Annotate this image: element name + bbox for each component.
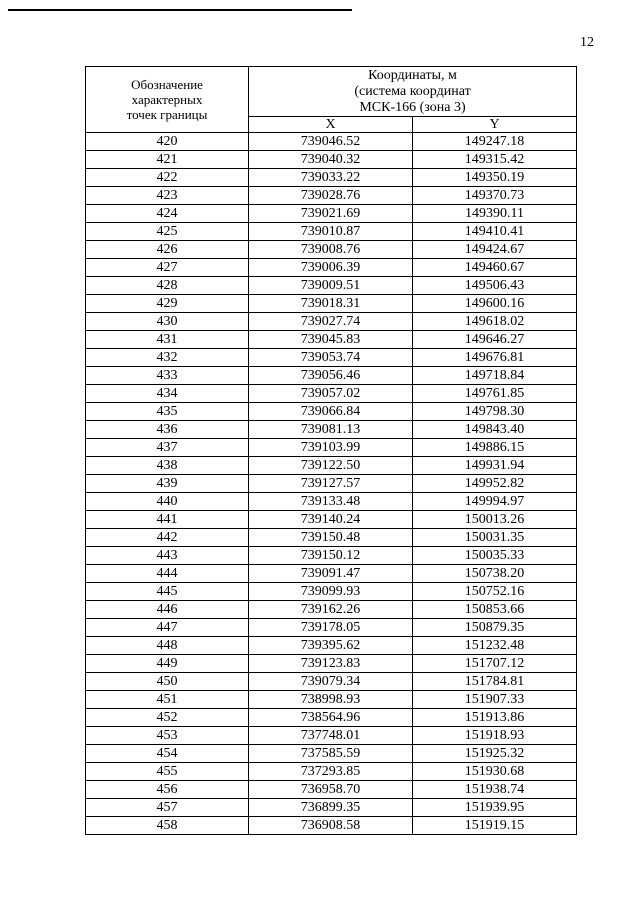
y-coordinate-cell: 149994.97 [413, 493, 577, 511]
point-id-cell: 422 [86, 169, 249, 187]
point-id-cell: 455 [86, 763, 249, 781]
point-id-cell: 440 [86, 493, 249, 511]
point-column-header: Обозначение характерных точек границы [86, 67, 249, 133]
x-coordinate-cell: 739123.83 [249, 655, 413, 673]
point-id-cell: 445 [86, 583, 249, 601]
x-coordinate-cell: 739033.22 [249, 169, 413, 187]
table-row [86, 205, 577, 223]
x-coordinate-cell: 736958.70 [249, 781, 413, 799]
y-coordinate-cell: 149718.84 [413, 367, 577, 385]
point-id-cell: 442 [86, 529, 249, 547]
point-id-cell: 439 [86, 475, 249, 493]
point-id-cell: 446 [86, 601, 249, 619]
x-coordinate-cell: 739046.52 [249, 133, 413, 151]
y-coordinate-cell: 149798.30 [413, 403, 577, 421]
x-coordinate-cell: 739127.57 [249, 475, 413, 493]
x-coordinate-cell: 739081.13 [249, 421, 413, 439]
table-row [86, 295, 577, 313]
table-row [86, 781, 577, 799]
y-coordinate-cell: 151918.93 [413, 727, 577, 745]
y-coordinate-cell: 149931.94 [413, 457, 577, 475]
y-coordinate-cell: 151707.12 [413, 655, 577, 673]
table-row [86, 511, 577, 529]
table-row [86, 727, 577, 745]
point-id-cell: 443 [86, 547, 249, 565]
x-coordinate-cell: 736899.35 [249, 799, 413, 817]
table-row [86, 277, 577, 295]
point-id-cell: 441 [86, 511, 249, 529]
table-row [86, 187, 577, 205]
point-id-cell: 456 [86, 781, 249, 799]
x-coordinate-cell: 739150.48 [249, 529, 413, 547]
point-id-cell: 450 [86, 673, 249, 691]
x-coordinate-cell: 739066.84 [249, 403, 413, 421]
x-coordinate-cell: 739099.93 [249, 583, 413, 601]
y-coordinate-cell: 149424.67 [413, 241, 577, 259]
x-coordinate-cell: 739056.46 [249, 367, 413, 385]
table-row [86, 241, 577, 259]
y-coordinate-cell: 149460.67 [413, 259, 577, 277]
table-row [86, 259, 577, 277]
y-coordinate-cell: 149370.73 [413, 187, 577, 205]
y-coordinate-cell: 150879.35 [413, 619, 577, 637]
y-coordinate-cell: 151919.15 [413, 817, 577, 835]
x-column-header: X [249, 117, 413, 133]
x-coordinate-cell: 739053.74 [249, 349, 413, 367]
point-id-cell: 434 [86, 385, 249, 403]
y-coordinate-cell: 149886.15 [413, 439, 577, 457]
table-row [86, 169, 577, 187]
x-coordinate-cell: 739162.26 [249, 601, 413, 619]
x-coordinate-cell: 739122.50 [249, 457, 413, 475]
table-row [86, 385, 577, 403]
point-id-cell: 458 [86, 817, 249, 835]
y-coordinate-cell: 149247.18 [413, 133, 577, 151]
table-row [86, 547, 577, 565]
x-coordinate-cell: 739018.31 [249, 295, 413, 313]
table-row [86, 673, 577, 691]
y-coordinate-cell: 149676.81 [413, 349, 577, 367]
table-row [86, 745, 577, 763]
point-id-cell: 435 [86, 403, 249, 421]
table-row [86, 331, 577, 349]
point-id-cell: 448 [86, 637, 249, 655]
table-row [86, 601, 577, 619]
table-row [86, 457, 577, 475]
table-row [86, 709, 577, 727]
x-coordinate-cell: 739021.69 [249, 205, 413, 223]
y-coordinate-cell: 149410.41 [413, 223, 577, 241]
x-coordinate-cell: 737748.01 [249, 727, 413, 745]
x-coordinate-cell: 739040.32 [249, 151, 413, 169]
table-row [86, 367, 577, 385]
y-coordinate-cell: 149350.19 [413, 169, 577, 187]
point-id-cell: 453 [86, 727, 249, 745]
x-coordinate-cell: 739178.05 [249, 619, 413, 637]
x-coordinate-cell: 738564.96 [249, 709, 413, 727]
coordinates-table [85, 66, 577, 835]
y-coordinate-cell: 149506.43 [413, 277, 577, 295]
y-coordinate-cell: 149600.16 [413, 295, 577, 313]
x-coordinate-cell: 738998.93 [249, 691, 413, 709]
table-row [86, 583, 577, 601]
table-row [86, 619, 577, 637]
page-number: 12 [580, 35, 594, 50]
point-id-cell: 449 [86, 655, 249, 673]
point-id-cell: 420 [86, 133, 249, 151]
table-row [86, 565, 577, 583]
table-row [86, 439, 577, 457]
point-id-cell: 444 [86, 565, 249, 583]
y-coordinate-cell: 149761.85 [413, 385, 577, 403]
x-coordinate-cell: 739010.87 [249, 223, 413, 241]
point-id-cell: 427 [86, 259, 249, 277]
x-coordinate-cell: 739150.12 [249, 547, 413, 565]
y-coordinate-cell: 151939.95 [413, 799, 577, 817]
coordinates-column-header: Координаты, м (система координат МСК-166 (зона 3) [249, 67, 577, 117]
table-row [86, 799, 577, 817]
table-row [86, 475, 577, 493]
point-id-cell: 431 [86, 331, 249, 349]
y-coordinate-cell: 150853.66 [413, 601, 577, 619]
y-coordinate-cell: 150013.26 [413, 511, 577, 529]
point-id-cell: 438 [86, 457, 249, 475]
y-coordinate-cell: 151930.68 [413, 763, 577, 781]
point-id-cell: 433 [86, 367, 249, 385]
x-coordinate-cell: 739091.47 [249, 565, 413, 583]
table-body [86, 133, 577, 835]
table-row [86, 349, 577, 367]
table-row [86, 655, 577, 673]
x-coordinate-cell: 739140.24 [249, 511, 413, 529]
table-row [86, 529, 577, 547]
table-row [86, 637, 577, 655]
y-coordinate-cell: 151938.74 [413, 781, 577, 799]
table-row [86, 151, 577, 169]
top-rule [8, 9, 352, 11]
x-coordinate-cell: 739079.34 [249, 673, 413, 691]
point-id-cell: 424 [86, 205, 249, 223]
table-row [86, 133, 577, 151]
point-id-cell: 429 [86, 295, 249, 313]
y-coordinate-cell: 150035.33 [413, 547, 577, 565]
point-id-cell: 447 [86, 619, 249, 637]
y-coordinate-cell: 150738.20 [413, 565, 577, 583]
table-row [86, 421, 577, 439]
point-id-cell: 457 [86, 799, 249, 817]
y-coordinate-cell: 151232.48 [413, 637, 577, 655]
point-id-cell: 452 [86, 709, 249, 727]
x-coordinate-cell: 739009.51 [249, 277, 413, 295]
point-id-cell: 430 [86, 313, 249, 331]
y-coordinate-cell: 149952.82 [413, 475, 577, 493]
point-id-cell: 425 [86, 223, 249, 241]
y-coordinate-cell: 151784.81 [413, 673, 577, 691]
table-row [86, 691, 577, 709]
table-row [86, 493, 577, 511]
x-coordinate-cell: 739057.02 [249, 385, 413, 403]
y-coordinate-cell: 149646.27 [413, 331, 577, 349]
point-id-cell: 421 [86, 151, 249, 169]
y-column-header: Y [413, 117, 577, 133]
x-coordinate-cell: 739027.74 [249, 313, 413, 331]
table-row [86, 817, 577, 835]
x-coordinate-cell: 737585.59 [249, 745, 413, 763]
point-id-cell: 423 [86, 187, 249, 205]
point-id-cell: 436 [86, 421, 249, 439]
point-id-cell: 428 [86, 277, 249, 295]
y-coordinate-cell: 151907.33 [413, 691, 577, 709]
x-coordinate-cell: 739028.76 [249, 187, 413, 205]
y-coordinate-cell: 149843.40 [413, 421, 577, 439]
y-coordinate-cell: 151913.86 [413, 709, 577, 727]
table-row [86, 403, 577, 421]
x-coordinate-cell: 736908.58 [249, 817, 413, 835]
x-coordinate-cell: 739395.62 [249, 637, 413, 655]
y-coordinate-cell: 149315.42 [413, 151, 577, 169]
x-coordinate-cell: 739103.99 [249, 439, 413, 457]
x-coordinate-cell: 739045.83 [249, 331, 413, 349]
point-id-cell: 454 [86, 745, 249, 763]
table-row [86, 313, 577, 331]
x-coordinate-cell: 739133.48 [249, 493, 413, 511]
y-coordinate-cell: 149618.02 [413, 313, 577, 331]
table-row [86, 223, 577, 241]
table-row [86, 763, 577, 781]
y-coordinate-cell: 150752.16 [413, 583, 577, 601]
point-id-cell: 437 [86, 439, 249, 457]
point-id-cell: 432 [86, 349, 249, 367]
y-coordinate-cell: 151925.32 [413, 745, 577, 763]
y-coordinate-cell: 149390.11 [413, 205, 577, 223]
x-coordinate-cell: 737293.85 [249, 763, 413, 781]
x-coordinate-cell: 739008.76 [249, 241, 413, 259]
point-id-cell: 451 [86, 691, 249, 709]
point-id-cell: 426 [86, 241, 249, 259]
x-coordinate-cell: 739006.39 [249, 259, 413, 277]
y-coordinate-cell: 150031.35 [413, 529, 577, 547]
